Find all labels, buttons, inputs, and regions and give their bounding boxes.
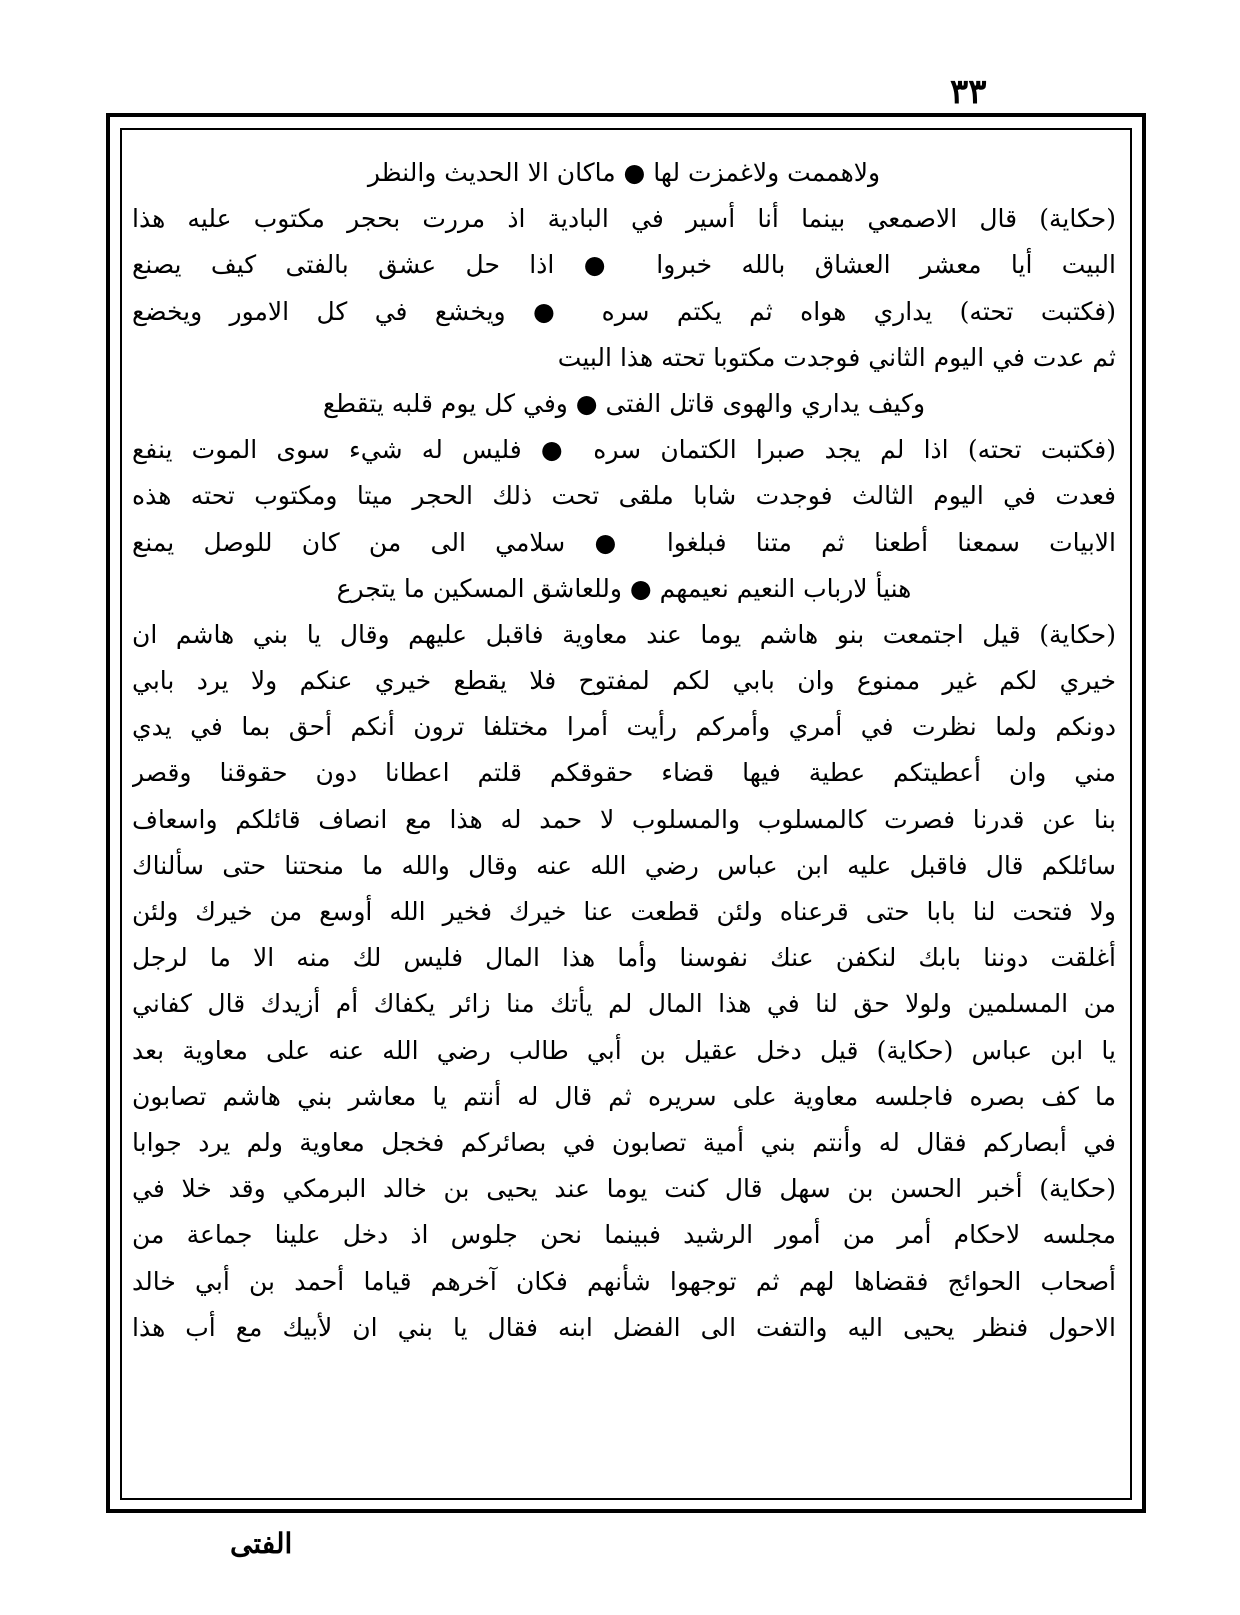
text-line: دونكم ولما نظرت في أمري وأمركم رأيت أمرا مختلفا ترون أنكم أحق بما في يدي xyxy=(132,712,1116,742)
text-line: بنا عن قدرنا فصرت كالمسلوب والمسلوب لا حمد له هذا مع انصاف قائلكم واسعاف xyxy=(132,804,1116,834)
text-line: من المسلمين ولولا حق لنا في هذا المال لم يأتك منا زائر يكفاك أم أزيدك قال كفاني xyxy=(132,989,1116,1019)
text-line: مجلسه لاحكام أمر من أمور الرشيد فبينما نحن جلوس اذ دخل علينا جماعة من xyxy=(132,1220,1116,1250)
text-line: البيت أيا معشر العشاق بالله خبروا ● اذا حل عشق بالفتى كيف يصنع xyxy=(132,250,1116,280)
text-line: (حكاية) أخبر الحسن بن سهل قال كنت يوما عند يحيى بن خالد البرمكي وقد خلا في xyxy=(132,1174,1116,1204)
text-line: فعدت في اليوم الثالث فوجدت شابا ملقى تحت ذلك الحجر ميتا ومكتوب تحته هذه xyxy=(132,481,1116,511)
text-line: أصحاب الحوائج فقضاها لهم ثم توجهوا شأنهم فكان آخرهم قياما أحمد بن أبي خالد xyxy=(132,1266,1116,1296)
text-line: وكيف يداري والهوى قاتل الفتى ● وفي كل يوم قلبه يتقطع xyxy=(322,388,926,418)
text-line: ما كف بصره فاجلسه معاوية على سريره ثم قال له أنتم يا معاشر بني هاشم تصابون xyxy=(132,1081,1116,1111)
text-line: (حكاية) قيل اجتمعت بنو هاشم يوما عند معاوية فاقبل عليهم وقال يا بني هاشم ان xyxy=(132,619,1116,649)
text-line: هنيأ لارباب النعيم نعيمهم ● وللعاشق المسكين ما يتجرع xyxy=(336,573,912,603)
page-number: ٣٣ xyxy=(950,72,987,112)
text-line: الابيات سمعنا أطعنا ثم متنا فبلغوا ● سلامي الى من كان للوصل يمنع xyxy=(132,527,1116,557)
text-line: خيري لكم غير ممنوع وان بابي لكم لمفتوح فلا يقطع خيري عنكم ولا يرد بابي xyxy=(132,666,1116,696)
text-line: ولاهممت ولاغمزت لها ● ماكان الا الحديث والنظر xyxy=(367,158,881,187)
text-line: ولا فتحت لنا بابا حتى قرعناه ولئن قطعت عنا خيرك فخير الله أوسع من خيرك ولئن xyxy=(132,897,1116,926)
text-line: (فكتبت تحته) يداري هواه ثم يكتم سره ● ويخشع في كل الامور ويخضع xyxy=(132,296,1116,326)
text-line: يا ابن عباس (حكاية) قيل دخل عقيل بن أبي طالب رضي الله عنه على معاوية بعد xyxy=(132,1035,1116,1065)
text-line: ثم عدت في اليوم الثاني فوجدت مكتوبا تحته هذا البيت xyxy=(557,342,1116,372)
text-line: الاحول فنظر يحيى اليه والتفت الى الفضل ابنه فقال يا بني ان لأبيك مع أب هذا xyxy=(132,1312,1116,1342)
text-line: سائلكم قال فاقبل عليه ابن عباس رضي الله عنه وقال والله ما منحتنا حتى سألناك xyxy=(132,850,1116,880)
catchword: الفتى xyxy=(230,1527,293,1560)
text-line: في أبصاركم فقال له وأنتم بني أمية تصابون في بصائركم فخجل معاوية ولم يرد جوابا xyxy=(132,1127,1116,1157)
text-line: مني وان أعطيتكم عطية فيها قضاء حقوقكم قلتم اعطانا دون حقوقنا وقصر xyxy=(132,758,1116,788)
text-line: (فكتبت تحته) اذا لم يجد صبرا الكتمان سره ● فليس له شيء سوى الموت ينفع xyxy=(132,435,1116,465)
text-body xyxy=(132,150,1116,1480)
text-line: (حكاية) قال الاصمعي بينما أنا أسير في البادية اذ مررت بحجر مكتوب عليه هذا xyxy=(132,204,1116,234)
text-line: أغلقت دوننا بابك لنكفن عنك نفوسنا وأما هذا المال فليس لك منه الا ما لرجل xyxy=(132,943,1116,973)
